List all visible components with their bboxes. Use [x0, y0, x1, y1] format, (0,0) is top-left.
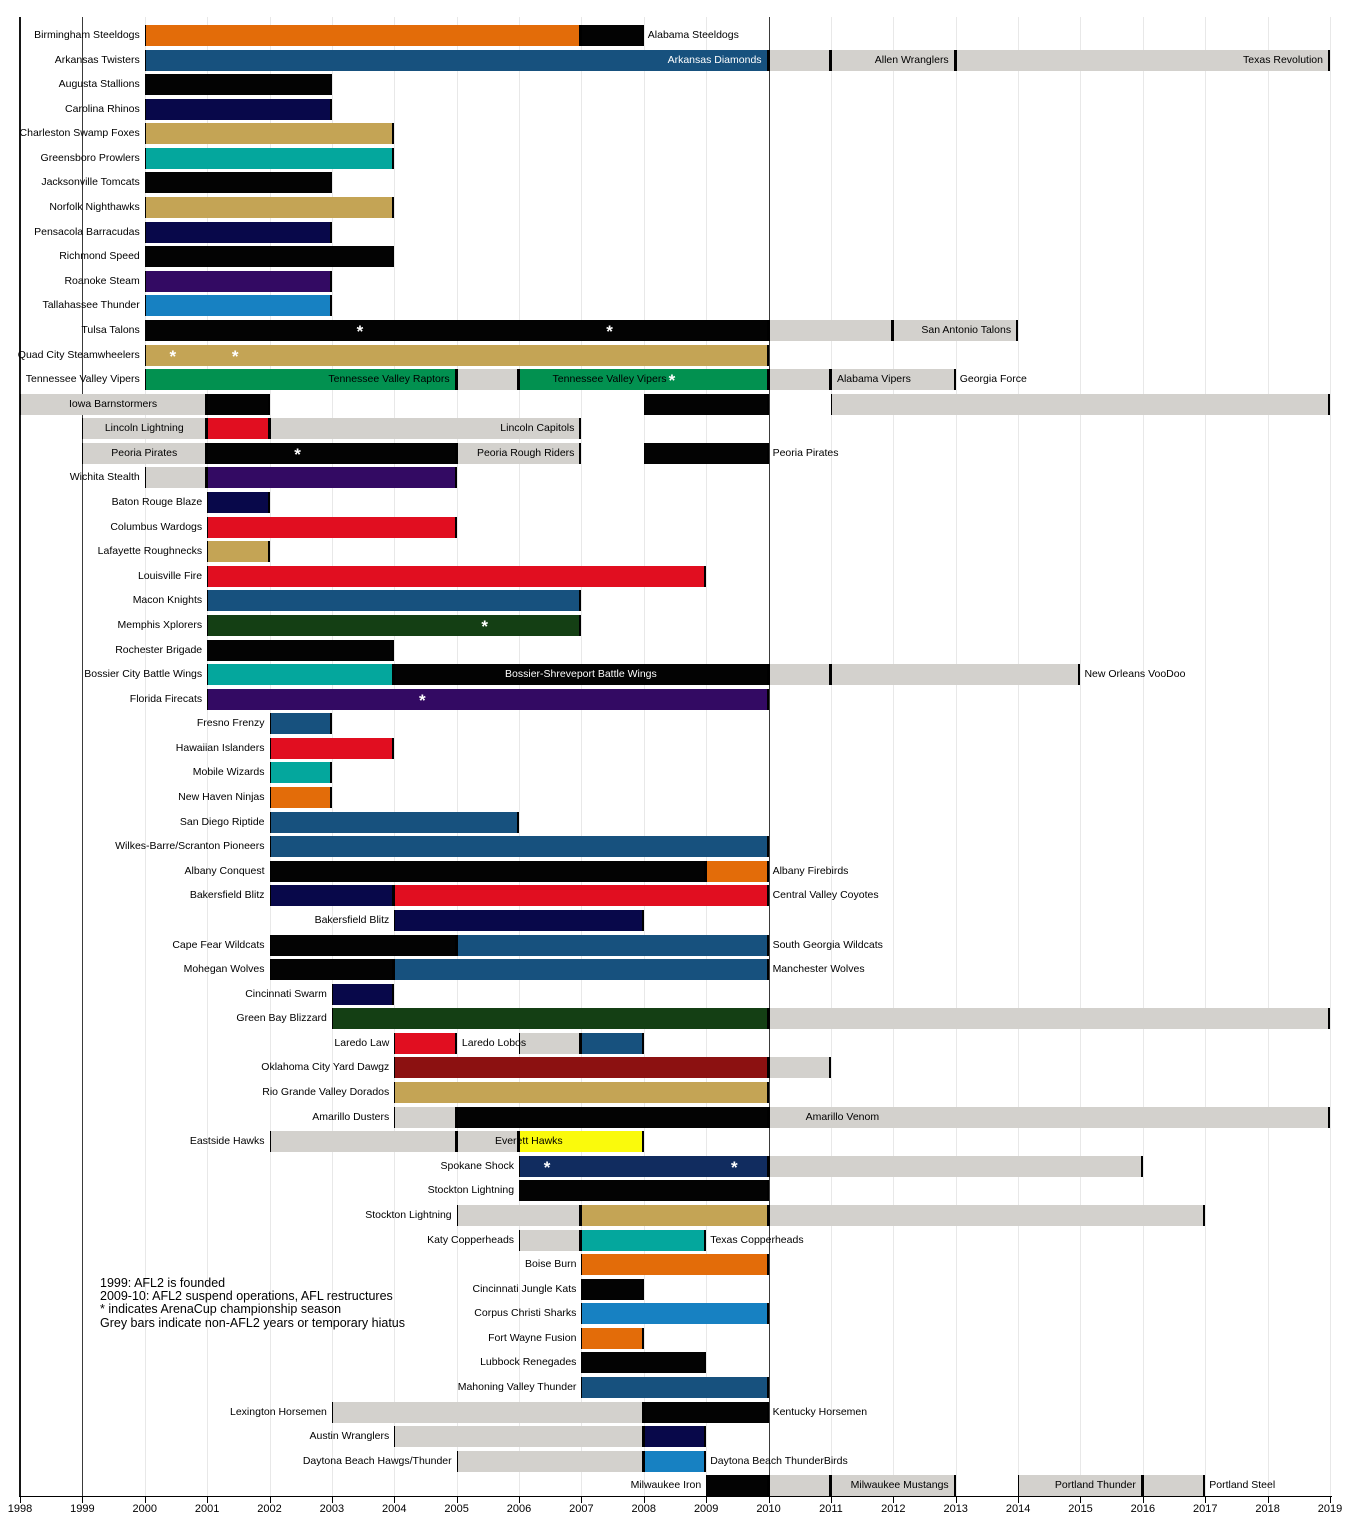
timeline-row	[0, 935, 1350, 956]
timeline-row	[0, 197, 1350, 218]
timeline-row	[0, 885, 1350, 906]
timeline-row	[0, 1254, 1350, 1275]
timeline-row	[0, 1426, 1350, 1447]
bar-segment-label: Amarillo Venom	[805, 1110, 880, 1123]
bar-segment-label: Tennessee Valley Raptors	[328, 373, 450, 386]
bar-segment	[207, 541, 269, 562]
row-label: Florida Firecats	[129, 692, 203, 705]
bar-segment	[145, 25, 582, 46]
bar-segment	[769, 320, 894, 341]
timeline-row	[0, 590, 1350, 611]
note-line: * indicates ArenaCup championship season	[100, 1302, 342, 1317]
bar-segment	[644, 1426, 706, 1447]
bar-segment	[581, 1279, 643, 1300]
timeline-row	[0, 517, 1350, 538]
row-label: Green Bay Blizzard	[236, 1012, 327, 1025]
timeline-row	[0, 959, 1350, 980]
bar-segment	[207, 418, 269, 439]
timeline-row	[0, 1205, 1350, 1226]
championship-star: *	[668, 371, 676, 391]
row-label: Columbus Wardogs	[110, 520, 203, 533]
bar-segment	[207, 689, 768, 710]
bar-segment	[270, 762, 332, 783]
bar-segment	[394, 1082, 768, 1103]
bar-segment	[270, 812, 520, 833]
row-label: Louisville Fire	[137, 569, 203, 582]
timeline-row	[0, 295, 1350, 316]
bar-segment	[457, 369, 519, 390]
row-label: Eastside Hawks	[189, 1135, 265, 1148]
row-label: New Haven Ninjas	[178, 791, 265, 804]
timeline-row	[0, 1107, 1350, 1128]
row-label: Stockton Lightning	[427, 1184, 515, 1197]
bar-segment	[270, 959, 395, 980]
bar-segment	[706, 1475, 768, 1496]
bar-segment	[1143, 1475, 1205, 1496]
row-label: Wilkes-Barre/Scranton Pioneers	[115, 840, 265, 853]
bar-segment	[769, 50, 831, 71]
timeline-row	[0, 1475, 1350, 1496]
bar-segment	[270, 713, 332, 734]
bar-segment	[207, 517, 457, 538]
championship-star: *	[481, 616, 489, 636]
timeline-row	[0, 566, 1350, 587]
row-annotation: Georgia Force	[959, 373, 1027, 386]
timeline-row	[0, 123, 1350, 144]
x-tick-label: 2008	[631, 1503, 657, 1515]
bar-segment	[394, 1107, 456, 1128]
x-tick-label: 2000	[132, 1503, 157, 1515]
row-label: Hawaiian Islanders	[175, 741, 265, 754]
timeline-row	[0, 787, 1350, 808]
bar-segment	[644, 394, 769, 415]
row-annotation: Texas Copperheads	[710, 1233, 804, 1246]
bar-segment	[769, 1008, 1330, 1029]
bar-segment	[145, 246, 395, 267]
timeline-row	[0, 1008, 1350, 1029]
timeline-row	[0, 443, 1350, 464]
timeline-row	[0, 836, 1350, 857]
row-label: Roanoke Steam	[64, 274, 140, 287]
timeline-row	[0, 1352, 1350, 1373]
x-tick-label: 2001	[194, 1503, 220, 1515]
timeline-row	[0, 984, 1350, 1005]
bar-segment	[82, 418, 207, 439]
bar-segment	[207, 615, 581, 636]
bar-segment	[207, 394, 269, 415]
row-label: Pensacola Barracudas	[34, 225, 140, 238]
championship-star: *	[419, 690, 426, 710]
bar-segment-label: Allen Wranglers	[874, 53, 949, 66]
timeline-row	[0, 418, 1350, 439]
bar-segment	[332, 984, 394, 1005]
timeline-row	[0, 1057, 1350, 1078]
bar-segment	[769, 664, 831, 685]
timeline-row	[0, 74, 1350, 95]
bar-segment-label: San Antonio Talons	[921, 323, 1012, 336]
x-tick-label: 2012	[881, 1503, 906, 1515]
timeline-row	[0, 1131, 1350, 1152]
timeline-row	[0, 345, 1350, 366]
bar-segment	[831, 1475, 956, 1496]
bar-segment	[145, 99, 332, 120]
x-tick-label: 2011	[819, 1503, 843, 1515]
bar-segment-label: Lincoln Lightning	[104, 422, 184, 435]
bar-segment	[207, 640, 394, 661]
row-label: Stockton Lightning	[365, 1208, 452, 1221]
timeline-row	[0, 1402, 1350, 1423]
row-label: Birmingham Steeldogs	[34, 29, 140, 41]
bar-segment	[394, 959, 768, 980]
row-label: Fort Wayne Fusion	[488, 1331, 577, 1344]
x-tick-label: 2019	[1317, 1503, 1343, 1515]
timeline-row	[0, 148, 1350, 169]
bar-segment	[581, 1033, 643, 1054]
bar-segment	[394, 1426, 644, 1447]
timeline-row	[0, 689, 1350, 710]
row-label: Memphis Xplorers	[117, 618, 203, 631]
bar-segment	[207, 467, 457, 488]
row-label: Oklahoma City Yard Dawgz	[261, 1061, 390, 1074]
x-tick-label: 2018	[1255, 1503, 1280, 1515]
row-annotation: Kentucky Horsemen	[772, 1405, 868, 1418]
row-label: Boise Burn	[525, 1258, 577, 1271]
bar-segment	[270, 1131, 457, 1152]
bar-segment	[145, 74, 332, 95]
row-annotation: South Georgia Wildcats	[772, 938, 883, 951]
championship-star: *	[730, 1157, 738, 1177]
row-label: Rio Grande Valley Dorados	[262, 1086, 390, 1099]
row-label: Milwaukee Iron	[630, 1479, 702, 1492]
timeline-row	[0, 1230, 1350, 1251]
timeline-row	[0, 762, 1350, 783]
bar-segment	[519, 1230, 581, 1251]
row-label: Mobile Wizards	[192, 766, 265, 779]
bar-segment	[831, 664, 1081, 685]
bar-segment	[581, 25, 643, 46]
bar-segment-label: Lincoln Capitols	[500, 422, 575, 435]
timeline-row	[0, 1377, 1350, 1398]
bar-segment	[82, 443, 207, 464]
bar-segment	[581, 1377, 768, 1398]
x-tick-label: 2016	[1130, 1503, 1156, 1515]
bar-segment	[769, 369, 831, 390]
bar-segment	[644, 1451, 706, 1472]
bar-segment	[270, 418, 582, 439]
timeline-row	[0, 861, 1350, 882]
row-label: Tallahassee Thunder	[42, 299, 140, 312]
timeline-row	[0, 541, 1350, 562]
bar-segment	[831, 50, 956, 71]
bar-segment	[270, 861, 707, 882]
bar-segment	[207, 443, 457, 464]
bar-segment	[644, 443, 769, 464]
bar-segment-label: Alabama Vipers	[836, 373, 911, 386]
bar-segment	[769, 1475, 831, 1496]
bar-segment	[394, 1033, 456, 1054]
bar-segment	[457, 443, 582, 464]
timeline-row	[0, 664, 1350, 685]
row-label: Carolina Rhinos	[65, 102, 140, 115]
row-label: Daytona Beach Hawgs/Thunder	[302, 1454, 452, 1467]
row-label: Augusta Stallions	[58, 78, 140, 91]
bar-segment-label: Peoria Rough Riders	[476, 446, 575, 459]
bar-segment	[394, 885, 768, 906]
row-label: Corpus Christi Sharks	[474, 1307, 577, 1320]
timeline-row	[0, 25, 1350, 46]
timeline-row	[0, 1082, 1350, 1103]
note-line: 1999: AFL2 is founded	[100, 1276, 226, 1290]
timeline-row	[0, 640, 1350, 661]
bar-segment	[20, 394, 207, 415]
timeline-row	[0, 1328, 1350, 1349]
x-tick-label: 1999	[70, 1503, 95, 1515]
bar-segment	[831, 394, 1330, 415]
row-annotation: Peoria Pirates	[772, 446, 839, 459]
bar-segment-label: Peoria Pirates	[111, 446, 178, 459]
row-label: Albany Conquest	[184, 864, 265, 877]
bar-segment	[394, 1057, 768, 1078]
bar-segment	[581, 1230, 706, 1251]
timeline-row	[0, 50, 1350, 71]
bar-segment	[769, 1205, 1206, 1226]
bar-segment	[207, 664, 394, 685]
bar-segment	[270, 836, 769, 857]
row-label: Tennessee Valley Vipers	[25, 373, 140, 386]
row-label: Amarillo Dusters	[312, 1110, 390, 1123]
row-label: Baton Rouge Blaze	[111, 496, 203, 509]
bar-segment	[893, 320, 1018, 341]
bar-segment	[581, 1205, 768, 1226]
bar-segment	[581, 1328, 643, 1349]
row-label: Greensboro Prowlers	[40, 151, 140, 164]
bar-segment	[519, 1180, 769, 1201]
timeline-row	[0, 369, 1350, 390]
timeline-row	[0, 910, 1350, 931]
timeline-row	[0, 738, 1350, 759]
bar-segment	[394, 910, 644, 931]
bar-segment	[519, 369, 769, 390]
timeline-row	[0, 1180, 1350, 1201]
notes	[100, 1277, 405, 1330]
bar-segment	[270, 738, 395, 759]
row-annotation: Manchester Wolves	[772, 963, 865, 976]
row-annotation: New Orleans VooDoo	[1084, 668, 1186, 681]
bar-segment-label: Iowa Barnstormers	[69, 397, 158, 410]
bar-segment	[769, 1156, 1143, 1177]
bar-segment	[581, 1352, 706, 1373]
timeline-row	[0, 222, 1350, 243]
timeline-row	[0, 492, 1350, 513]
timeline-row	[0, 99, 1350, 120]
row-label: Fresno Frenzy	[196, 717, 265, 730]
bar-segment	[207, 590, 581, 611]
row-label: Katy Copperheads	[427, 1233, 515, 1246]
x-tick-label: 2002	[257, 1503, 282, 1515]
row-label: Richmond Speed	[59, 250, 140, 263]
bar-segment-label: Texas Revolution	[1243, 53, 1323, 66]
bar-segment	[145, 295, 332, 316]
bar-segment	[332, 1008, 769, 1029]
row-label: Lubbock Renegades	[480, 1356, 577, 1369]
bar-segment-label: Tennessee Valley Vipers	[552, 373, 667, 386]
bar-segment	[145, 197, 395, 218]
bar-segment	[581, 1254, 768, 1275]
bar-segment	[831, 369, 956, 390]
x-tick-label: 2005	[444, 1503, 469, 1515]
row-label: Wichita Stealth	[69, 471, 140, 484]
row-label: Cape Fear Wildcats	[172, 938, 265, 951]
timeline-row	[0, 467, 1350, 488]
bar-segment-label: Bossier-Shreveport Battle Wings	[505, 668, 657, 681]
x-tick-label: 2017	[1192, 1503, 1218, 1515]
row-label: Quad City Steamwheelers	[17, 348, 140, 361]
row-annotation: Daytona Beach ThunderBirds	[710, 1454, 848, 1467]
row-label: Arkansas Twisters	[54, 53, 140, 66]
x-tick-label: 1998	[7, 1503, 33, 1515]
row-label: Austin Wranglers	[309, 1430, 390, 1443]
row-label: Bakersfield Blitz	[189, 889, 265, 902]
row-label: Cincinnati Swarm	[245, 987, 327, 1000]
row-label: Spokane Shock	[440, 1159, 515, 1172]
timeline-row	[0, 246, 1350, 267]
row-annotation: Albany Firebirds	[772, 864, 849, 877]
row-annotation: Everett Hawks	[494, 1135, 563, 1148]
bar-segment	[581, 1303, 768, 1324]
bar-segment	[145, 369, 457, 390]
x-tick-label: 2004	[382, 1503, 407, 1515]
row-label: Jacksonville Tomcats	[41, 176, 140, 189]
row-label: Bakersfield Blitz	[314, 913, 390, 926]
bar-segment	[332, 1402, 644, 1423]
x-tick-label: 2015	[1068, 1503, 1093, 1515]
row-label: Laredo Law	[334, 1036, 390, 1049]
note-line: Grey bars indicate non-AFL2 years or temporary hiatus	[100, 1315, 405, 1330]
bar-segment	[519, 1033, 581, 1054]
bar-segment	[145, 271, 332, 292]
timeline-row	[0, 615, 1350, 636]
row-annotation: Alabama Steeldogs	[647, 29, 739, 41]
row-label: Lafayette Roughnecks	[97, 545, 203, 558]
row-label: Bossier City Battle Wings	[84, 668, 203, 681]
bar-segment	[145, 467, 207, 488]
bar-segment	[145, 222, 332, 243]
timeline-row	[0, 320, 1350, 341]
row-annotation: Central Valley Coyotes	[772, 889, 879, 902]
row-label: Charleston Swamp Foxes	[19, 127, 140, 140]
row-annotation: Portland Steel	[1209, 1479, 1276, 1492]
bar-segment	[394, 664, 768, 685]
row-label: Mohegan Wolves	[183, 963, 265, 976]
x-tick-label: 2014	[1005, 1503, 1031, 1515]
row-label: Macon Knights	[132, 594, 203, 607]
timeline-row	[0, 812, 1350, 833]
bar-segment	[270, 787, 332, 808]
timeline-row	[0, 713, 1350, 734]
bar-segment	[457, 1107, 769, 1128]
timeline-row	[0, 271, 1350, 292]
bar-segment	[706, 861, 768, 882]
bar-segment-label: Milwaukee Mustangs	[850, 1479, 949, 1492]
x-tick-label: 2003	[319, 1503, 345, 1515]
x-tick-label: 2009	[693, 1503, 719, 1515]
bar-segment	[769, 1057, 831, 1078]
bar-segment	[270, 885, 395, 906]
row-label: Norfolk Nighthawks	[49, 201, 140, 214]
timeline-row	[0, 1451, 1350, 1472]
bar-segment	[145, 50, 769, 71]
championship-star: *	[169, 346, 177, 366]
championship-star: *	[543, 1157, 551, 1177]
row-label: Tulsa Talons	[81, 323, 140, 336]
timeline-row	[0, 1033, 1350, 1054]
note-line: 2009-10: AFL2 suspend operations, AFL restructures	[100, 1289, 393, 1304]
bar-segment	[207, 492, 269, 513]
bar-segment	[457, 935, 769, 956]
bar-segment	[769, 1107, 1330, 1128]
bar-segment	[1018, 1475, 1143, 1496]
row-label: Mahoning Valley Thunder	[457, 1381, 577, 1394]
bar-segment	[145, 123, 395, 144]
bar-segment	[270, 935, 457, 956]
bar-segment-label: Arkansas Diamonds	[667, 53, 762, 66]
timeline-row	[0, 394, 1350, 415]
x-tick-label: 2006	[506, 1503, 532, 1515]
bar-segment	[145, 320, 769, 341]
championship-star: *	[606, 321, 613, 341]
row-label: Lexington Horsemen	[230, 1405, 327, 1418]
championship-star: *	[294, 444, 301, 464]
bar-segment	[207, 566, 706, 587]
bar-segment	[145, 172, 332, 193]
championship-star: *	[231, 346, 239, 366]
bar-segment-label: Portland Thunder	[1054, 1479, 1136, 1492]
timeline-row	[0, 172, 1350, 193]
timeline-row	[0, 1156, 1350, 1177]
bar-segment	[644, 1402, 769, 1423]
row-label: San Diego Riptide	[179, 815, 265, 828]
bar-segment	[145, 148, 395, 169]
bar-segment	[956, 50, 1330, 71]
bar-segment	[457, 1205, 582, 1226]
x-tick-label: 2010	[756, 1503, 781, 1515]
row-annotation: Laredo Lobos	[461, 1036, 527, 1049]
x-tick-label: 2007	[569, 1503, 594, 1515]
bar-segment	[457, 1451, 644, 1472]
championship-star: *	[356, 321, 364, 341]
row-label: Rochester Brigade	[115, 643, 203, 656]
row-label: Cincinnati Jungle Kats	[472, 1282, 577, 1295]
x-tick-label: 2013	[943, 1503, 968, 1515]
